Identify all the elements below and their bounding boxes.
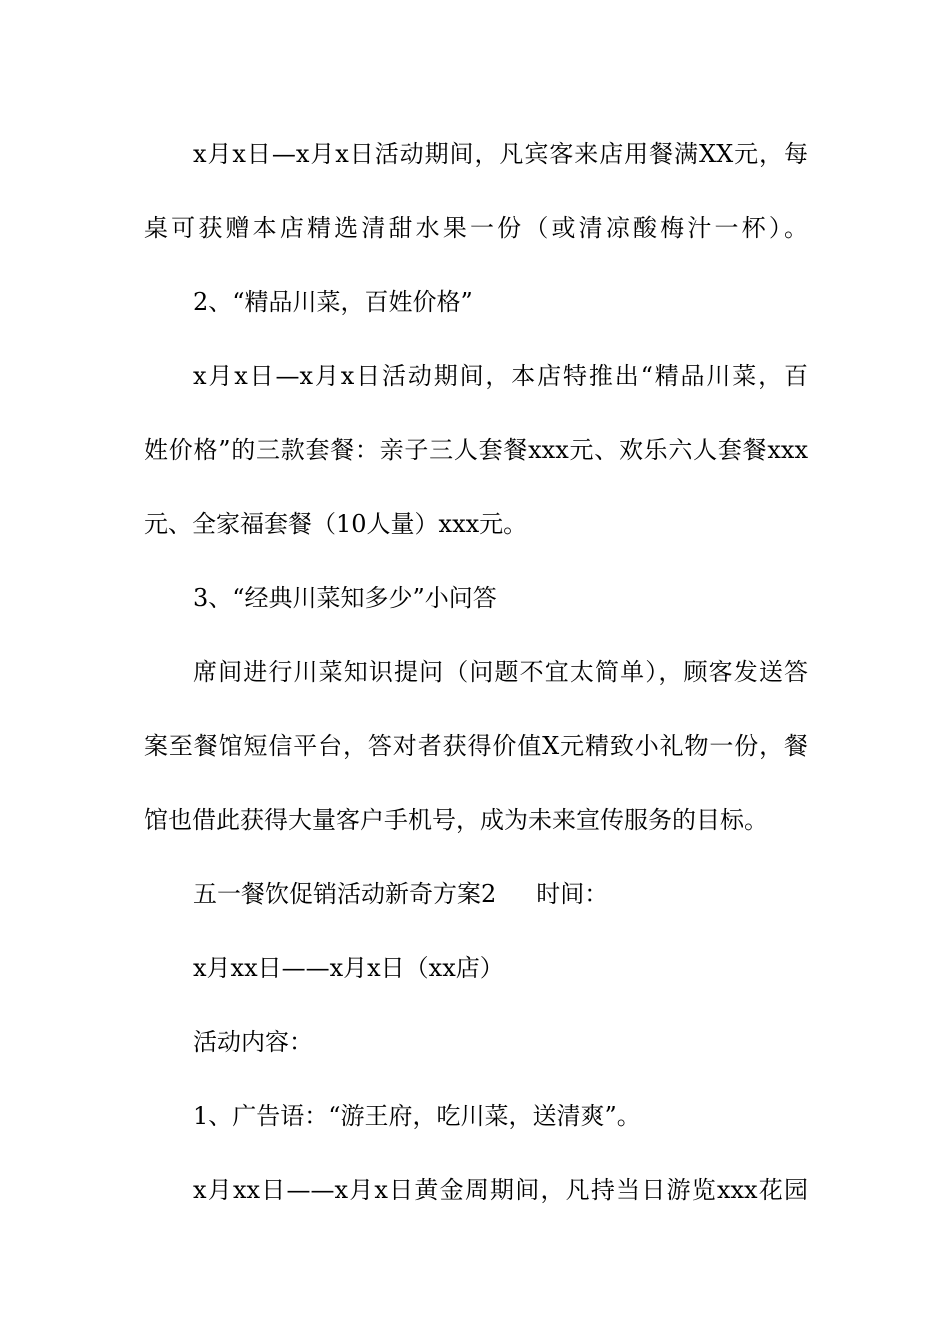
section-heading: 1、广告语：“游王府，吃川菜，送清爽”。 <box>193 1102 641 1130</box>
paragraph-line: x月x日—x月x日活动期间，凡宾客来店用餐满XX元，每 <box>193 140 808 168</box>
date-range: x月xx日——x月x日（xx店） <box>193 954 504 982</box>
time-label: 时间： <box>536 880 609 908</box>
paragraph-line: 元、全家福套餐（10人量）xxx元。 <box>144 510 528 538</box>
section-title: 五一餐饮促销活动新奇方案2 <box>193 880 497 908</box>
section-heading: 2、“精品川菜，百姓价格” <box>193 288 473 316</box>
paragraph-line: 姓价格”的三款套餐：亲子三人套餐xxx元、欢乐六人套餐xxx <box>144 436 808 464</box>
paragraph-line: 席间进行川菜知识提问（问题不宜太简单），顾客发送答 <box>193 658 808 686</box>
paragraph-line: 桌可获赠本店精选清甜水果一份（或清凉酸梅汁一杯）。 <box>144 214 808 242</box>
section-title-line <box>193 878 808 910</box>
paragraph-line: x月x日—x月x日活动期间，本店特推出“精品川菜，百 <box>193 362 808 390</box>
section-heading: 3、“经典川菜知多少”小问答 <box>193 584 497 612</box>
paragraph-line: 案至餐馆短信平台，答对者获得价值X元精致小礼物一份，餐 <box>144 732 808 760</box>
section-heading: 活动内容： <box>193 1028 313 1056</box>
paragraph-line: 馆也借此获得大量客户手机号，成为未来宣传服务的目标。 <box>144 806 768 834</box>
paragraph-line: x月xx日——x月x日黄金周期间，凡持当日游览xxx花园 <box>193 1176 808 1204</box>
